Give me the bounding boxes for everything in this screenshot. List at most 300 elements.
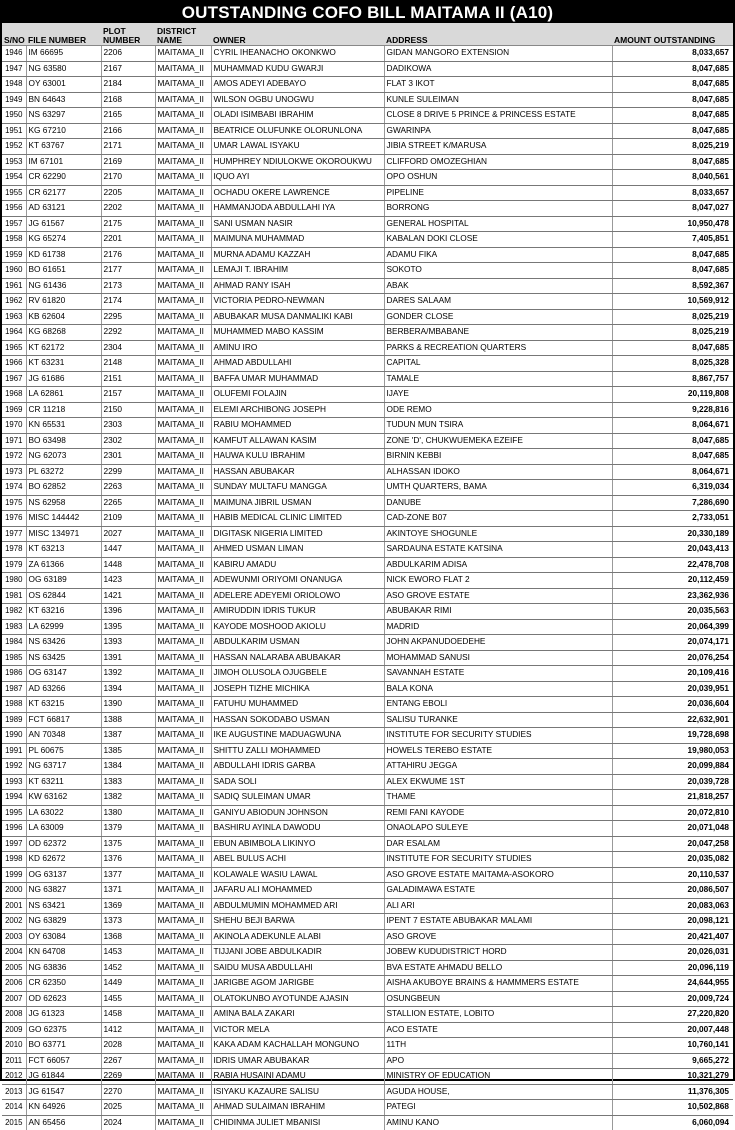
cell-file-number: JG 61547: [26, 1084, 101, 1100]
cell-owner: AKINOLA ADEKUNLE ALABI: [211, 929, 384, 945]
table-row: [2, 263, 733, 279]
cell-plot-number: 2299: [101, 464, 155, 480]
cell-address: BVA ESTATE AHMADU BELLO: [384, 960, 612, 976]
cell-address: BIRNIN KEBBI: [384, 449, 612, 465]
cell-plot-number: 2184: [101, 77, 155, 93]
cell-district: MAITAMA_II: [155, 433, 211, 449]
cell-file-number: ZA 61366: [26, 557, 101, 573]
cell-district: MAITAMA_II: [155, 681, 211, 697]
cell-plot-number: 2169: [101, 154, 155, 170]
table-row: [2, 123, 733, 139]
cell-address: BORRONG: [384, 201, 612, 217]
cell-plot-number: 1376: [101, 852, 155, 868]
cell-file-number: JG 61567: [26, 216, 101, 232]
cell-sno: 2010: [2, 1038, 26, 1054]
table-row: [2, 821, 733, 837]
cell-sno: 1958: [2, 232, 26, 248]
cell-address: ASO GROVE ESTATE MAITAMA-ASOKORO: [384, 867, 612, 883]
cell-address: 11TH: [384, 1038, 612, 1054]
cell-file-number: NS 62958: [26, 495, 101, 511]
cell-file-number: KT 63213: [26, 542, 101, 558]
cell-plot-number: 1371: [101, 883, 155, 899]
cell-address: HOWELS TEREBO ESTATE: [384, 743, 612, 759]
cell-owner: SUNDAY MULTAFU MANGGA: [211, 480, 384, 496]
table-row: [2, 356, 733, 372]
cell-plot-number: 1382: [101, 790, 155, 806]
cell-sno: 1993: [2, 774, 26, 790]
cell-sno: 1954: [2, 170, 26, 186]
cell-sno: 1973: [2, 464, 26, 480]
cell-plot-number: 1448: [101, 557, 155, 573]
cell-plot-number: 1421: [101, 588, 155, 604]
page-title: OUTSTANDING COFO BILL MAITAMA II (A10): [2, 2, 733, 23]
cell-address: ASO GROVE: [384, 929, 612, 945]
cell-sno: 1974: [2, 480, 26, 496]
cell-owner: AMIRUDDIN IDRIS TUKUR: [211, 604, 384, 620]
cell-owner: HAMMANJODA ABDULLAHI IYA: [211, 201, 384, 217]
table-row: [2, 573, 733, 589]
cell-address: DARES SALAAM: [384, 294, 612, 310]
cell-owner: VICTORIA PEDRO-NEWMAN: [211, 294, 384, 310]
cell-district: MAITAMA_II: [155, 92, 211, 108]
table-row: [2, 945, 733, 961]
cell-owner: CYRIL IHEANACHO OKONKWO: [211, 46, 384, 62]
cell-district: MAITAMA_II: [155, 588, 211, 604]
cell-district: MAITAMA_II: [155, 77, 211, 93]
cell-sno: 1978: [2, 542, 26, 558]
table-row: [2, 371, 733, 387]
cell-address: IJAYE: [384, 387, 612, 403]
cell-sno: 1984: [2, 635, 26, 651]
cell-district: MAITAMA_II: [155, 759, 211, 775]
cell-sno: 1994: [2, 790, 26, 806]
cell-district: MAITAMA_II: [155, 185, 211, 201]
cell-plot-number: 2168: [101, 92, 155, 108]
cell-file-number: KW 63162: [26, 790, 101, 806]
table-row: [2, 1069, 733, 1085]
cell-address: NICK EWORO FLAT 2: [384, 573, 612, 589]
cell-file-number: NG 61436: [26, 278, 101, 294]
cell-plot-number: 2151: [101, 371, 155, 387]
cell-plot-number: 2148: [101, 356, 155, 372]
cell-plot-number: 2270: [101, 1084, 155, 1100]
cell-owner: IKE AUGUSTINE MADUAGWUNA: [211, 728, 384, 744]
cell-file-number: JG 61686: [26, 371, 101, 387]
table-header-row: [2, 23, 733, 46]
cell-file-number: OS 62844: [26, 588, 101, 604]
cell-owner: HUMPHREY NDIULOKWE OKOROUKWU: [211, 154, 384, 170]
cell-plot-number: 2173: [101, 278, 155, 294]
cell-address: PIPELINE: [384, 185, 612, 201]
cell-district: MAITAMA_II: [155, 418, 211, 434]
table-row: [2, 1084, 733, 1100]
cell-sno: 1946: [2, 46, 26, 62]
cell-address: AMINU KANO: [384, 1115, 612, 1130]
cell-plot-number: 1412: [101, 1022, 155, 1038]
cell-sno: 1991: [2, 743, 26, 759]
table-row: [2, 1115, 733, 1130]
cell-amount: 2,733,051: [612, 511, 733, 527]
cell-owner: MUHAMMED MABO KASSIM: [211, 325, 384, 341]
cell-file-number: CR 62177: [26, 185, 101, 201]
cell-owner: VICTOR MELA: [211, 1022, 384, 1038]
cell-address: INSTITUTE FOR SECURITY STUDIES: [384, 728, 612, 744]
cell-owner: BAFFA UMAR MUHAMMAD: [211, 371, 384, 387]
cell-district: MAITAMA_II: [155, 712, 211, 728]
cell-owner: RABIU MOHAMMED: [211, 418, 384, 434]
cell-owner: FATUHU MUHAMMED: [211, 697, 384, 713]
cell-sno: 2009: [2, 1022, 26, 1038]
cell-sno: 1982: [2, 604, 26, 620]
cell-file-number: NG 63836: [26, 960, 101, 976]
cell-owner: AMINU IRO: [211, 340, 384, 356]
cell-address: AKINTOYE SHOGUNLE: [384, 526, 612, 542]
cell-plot-number: 1452: [101, 960, 155, 976]
cell-file-number: PL 60675: [26, 743, 101, 759]
cell-district: MAITAMA_II: [155, 216, 211, 232]
cell-amount: 8,033,657: [612, 185, 733, 201]
cell-address: GALADIMAWA ESTATE: [384, 883, 612, 899]
table-row: [2, 232, 733, 248]
cell-amount: 8,047,685: [612, 108, 733, 124]
cell-amount: 20,096,119: [612, 960, 733, 976]
cell-file-number: AN 70348: [26, 728, 101, 744]
cell-district: MAITAMA_II: [155, 325, 211, 341]
cell-district: MAITAMA_II: [155, 464, 211, 480]
cell-file-number: NG 63829: [26, 914, 101, 930]
cell-sno: 2000: [2, 883, 26, 899]
cell-owner: AHMAD SULAIMAN IBRAHIM: [211, 1100, 384, 1116]
cell-owner: KOLAWALE WASIU LAWAL: [211, 867, 384, 883]
table-row: [2, 108, 733, 124]
cell-amount: 8,047,685: [612, 433, 733, 449]
table-row: [2, 495, 733, 511]
cell-plot-number: 2269: [101, 1069, 155, 1085]
cell-district: MAITAMA_II: [155, 511, 211, 527]
table-row: [2, 61, 733, 77]
cell-amount: 8,025,219: [612, 325, 733, 341]
cell-plot-number: 2177: [101, 263, 155, 279]
cell-owner: OLATOKUNBO AYOTUNDE AJASIN: [211, 991, 384, 1007]
cell-owner: OLADI ISIMBABI IBRAHIM: [211, 108, 384, 124]
cell-sno: 1996: [2, 821, 26, 837]
table-row: [2, 790, 733, 806]
cell-owner: ABUBAKAR MUSA DANMALIKI KABI: [211, 309, 384, 325]
cell-amount: 8,047,027: [612, 201, 733, 217]
cell-file-number: KD 61738: [26, 247, 101, 263]
cell-address: CAD-ZONE B07: [384, 511, 612, 527]
cell-sno: 1959: [2, 247, 26, 263]
cell-owner: SHITTU ZALLI MOHAMMED: [211, 743, 384, 759]
table-row: [2, 728, 733, 744]
cell-address: MOHAMMAD SANUSI: [384, 650, 612, 666]
cell-district: MAITAMA_II: [155, 170, 211, 186]
table-row: [2, 511, 733, 527]
table-row: [2, 247, 733, 263]
cell-address: OSUNGBEUN: [384, 991, 612, 1007]
cell-address: BALA KONA: [384, 681, 612, 697]
cell-owner: AHMED USMAN LIMAN: [211, 542, 384, 558]
cell-address: SOKOTO: [384, 263, 612, 279]
cell-owner: ABDULKARIM USMAN: [211, 635, 384, 651]
cell-address: APO: [384, 1053, 612, 1069]
cell-district: MAITAMA_II: [155, 526, 211, 542]
cell-sno: 1969: [2, 402, 26, 418]
table-row: [2, 185, 733, 201]
cell-file-number: AN 65456: [26, 1115, 101, 1130]
cell-plot-number: 2206: [101, 46, 155, 62]
cell-district: MAITAMA_II: [155, 1022, 211, 1038]
table-row: [2, 805, 733, 821]
cell-district: MAITAMA_II: [155, 929, 211, 945]
cell-amount: 20,086,507: [612, 883, 733, 899]
cell-amount: 20,330,189: [612, 526, 733, 542]
cell-address: DAR ESALAM: [384, 836, 612, 852]
cell-address: CAPITAL: [384, 356, 612, 372]
table-row: [2, 1022, 733, 1038]
cell-district: MAITAMA_II: [155, 557, 211, 573]
cell-file-number: OG 63137: [26, 867, 101, 883]
cell-address: ATTAHIRU JEGGA: [384, 759, 612, 775]
cell-plot-number: 2205: [101, 185, 155, 201]
cell-address: BERBERA/MBABANE: [384, 325, 612, 341]
cell-address: GIDAN MANGORO EXTENSION: [384, 46, 612, 62]
cell-owner: HASSAN ABUBAKAR: [211, 464, 384, 480]
cell-plot-number: 1423: [101, 573, 155, 589]
cell-amount: 20,071,048: [612, 821, 733, 837]
cell-amount: 11,376,305: [612, 1084, 733, 1100]
cell-owner: AMOS ADEYI ADEBAYO: [211, 77, 384, 93]
cell-plot-number: 1384: [101, 759, 155, 775]
cell-owner: ISIYAKU KAZAURE SALISU: [211, 1084, 384, 1100]
cell-plot-number: 2263: [101, 480, 155, 496]
cell-sno: 1983: [2, 619, 26, 635]
table-row: [2, 681, 733, 697]
cell-amount: 8,064,671: [612, 418, 733, 434]
cell-file-number: IM 66695: [26, 46, 101, 62]
cell-district: MAITAMA_II: [155, 46, 211, 62]
cell-amount: 8,025,219: [612, 309, 733, 325]
cell-owner: SANI USMAN NASIR: [211, 216, 384, 232]
table-row: [2, 278, 733, 294]
cell-sno: 1998: [2, 852, 26, 868]
table-row: [2, 340, 733, 356]
cell-file-number: OD 62623: [26, 991, 101, 1007]
cell-sno: 1975: [2, 495, 26, 511]
cell-file-number: BO 63498: [26, 433, 101, 449]
cell-amount: 20,036,604: [612, 697, 733, 713]
cell-address: REMI FANI KAYODE: [384, 805, 612, 821]
cell-file-number: OD 62372: [26, 836, 101, 852]
cell-plot-number: 2170: [101, 170, 155, 186]
cell-plot-number: 2295: [101, 309, 155, 325]
cell-file-number: LA 63009: [26, 821, 101, 837]
cell-amount: 10,321,279: [612, 1069, 733, 1085]
cell-amount: 10,502,868: [612, 1100, 733, 1116]
cell-plot-number: 1396: [101, 604, 155, 620]
cell-amount: 19,728,698: [612, 728, 733, 744]
cell-sno: 1987: [2, 681, 26, 697]
cell-amount: 20,043,413: [612, 542, 733, 558]
cell-sno: 1950: [2, 108, 26, 124]
cell-district: MAITAMA_II: [155, 61, 211, 77]
cell-plot-number: 2175: [101, 216, 155, 232]
cell-owner: TIJJANI JOBE ABDULKADIR: [211, 945, 384, 961]
cell-district: MAITAMA_II: [155, 201, 211, 217]
cell-sno: 1992: [2, 759, 26, 775]
cell-plot-number: 2265: [101, 495, 155, 511]
cell-address: ENTANG EBOLI: [384, 697, 612, 713]
cell-address: OPO OSHUN: [384, 170, 612, 186]
cell-district: MAITAMA_II: [155, 635, 211, 651]
cell-file-number: NG 63580: [26, 61, 101, 77]
cell-owner: BASHIRU AYINLA DAWODU: [211, 821, 384, 837]
cell-amount: 20,083,063: [612, 898, 733, 914]
cell-file-number: MISC 144442: [26, 511, 101, 527]
cell-file-number: LA 62999: [26, 619, 101, 635]
table-row: [2, 1007, 733, 1023]
cell-address: ASO GROVE ESTATE: [384, 588, 612, 604]
cell-amount: 24,644,955: [612, 976, 733, 992]
cell-plot-number: 2201: [101, 232, 155, 248]
cell-plot-number: 2166: [101, 123, 155, 139]
cell-district: MAITAMA_II: [155, 821, 211, 837]
cell-plot-number: 2167: [101, 61, 155, 77]
cell-district: MAITAMA_II: [155, 278, 211, 294]
cell-sno: 1977: [2, 526, 26, 542]
cell-district: MAITAMA_II: [155, 154, 211, 170]
cell-district: MAITAMA_II: [155, 743, 211, 759]
cell-plot-number: 1388: [101, 712, 155, 728]
cell-amount: 20,007,448: [612, 1022, 733, 1038]
cell-district: MAITAMA_II: [155, 1084, 211, 1100]
cell-file-number: KN 64708: [26, 945, 101, 961]
cell-amount: 8,064,671: [612, 464, 733, 480]
cell-address: FLAT 3 IKOT: [384, 77, 612, 93]
cell-owner: UMAR LAWAL ISYAKU: [211, 139, 384, 155]
cell-owner: MAIMUNA MUHAMMAD: [211, 232, 384, 248]
cell-plot-number: 2202: [101, 201, 155, 217]
cell-address: INSTITUTE FOR SECURITY STUDIES: [384, 852, 612, 868]
cell-sno: 1964: [2, 325, 26, 341]
cell-sno: 1966: [2, 356, 26, 372]
cell-address: PARKS & RECREATION QUARTERS: [384, 340, 612, 356]
cell-plot-number: 1383: [101, 774, 155, 790]
cell-address: ALHASSAN IDOKO: [384, 464, 612, 480]
cell-sno: 1956: [2, 201, 26, 217]
cell-sno: 2006: [2, 976, 26, 992]
cell-file-number: NG 63717: [26, 759, 101, 775]
cell-sno: 1968: [2, 387, 26, 403]
cell-owner: HASSAN NALARABA ABUBAKAR: [211, 650, 384, 666]
cell-file-number: OG 63189: [26, 573, 101, 589]
cell-sno: 1947: [2, 61, 26, 77]
table-row: [2, 92, 733, 108]
cell-district: MAITAMA_II: [155, 139, 211, 155]
table-row: [2, 201, 733, 217]
cell-owner: WILSON OGBU UNOGWU: [211, 92, 384, 108]
cell-amount: 27,220,820: [612, 1007, 733, 1023]
cell-plot-number: 1392: [101, 666, 155, 682]
cell-plot-number: 1394: [101, 681, 155, 697]
cell-owner: SADIQ SULEIMAN UMAR: [211, 790, 384, 806]
cell-plot-number: 2174: [101, 294, 155, 310]
cell-address: TAMALE: [384, 371, 612, 387]
cell-sno: 2012: [2, 1069, 26, 1085]
cell-address: MADRID: [384, 619, 612, 635]
cell-plot-number: 1395: [101, 619, 155, 635]
table-row: [2, 77, 733, 93]
cell-owner: IQUO AYI: [211, 170, 384, 186]
cell-plot-number: 2171: [101, 139, 155, 155]
cell-plot-number: 1387: [101, 728, 155, 744]
cell-amount: 21,818,257: [612, 790, 733, 806]
cell-amount: 6,060,094: [692, 1116, 729, 1127]
table-row: [2, 542, 733, 558]
cell-address: PATEGI: [384, 1100, 612, 1116]
cell-owner: HABIB MEDICAL CLINIC LIMITED: [211, 511, 384, 527]
cell-amount: 9,228,816: [612, 402, 733, 418]
cell-file-number: KT 63216: [26, 604, 101, 620]
cell-address: CLIFFORD OMOZEGHIAN: [384, 154, 612, 170]
table-row: [2, 852, 733, 868]
cell-file-number: LA 63022: [26, 805, 101, 821]
table-row: [2, 759, 733, 775]
cell-plot-number: 1373: [101, 914, 155, 930]
cell-file-number: RV 61820: [26, 294, 101, 310]
cell-owner: KAKA ADAM KACHALLAH MONGUNO: [211, 1038, 384, 1054]
cell-district: MAITAMA_II: [155, 247, 211, 263]
cell-sno: 2005: [2, 960, 26, 976]
cell-amount: 20,026,031: [612, 945, 733, 961]
cell-file-number: PL 63272: [26, 464, 101, 480]
cell-district: MAITAMA_II: [155, 108, 211, 124]
cell-file-number: FCT 66057: [26, 1053, 101, 1069]
header-plot-number: PLOT NUMBER: [101, 23, 155, 46]
cell-district: MAITAMA_II: [155, 371, 211, 387]
cell-file-number: KG 68268: [26, 325, 101, 341]
cell-address: GENERAL HOSPITAL: [384, 216, 612, 232]
cell-district: MAITAMA_II: [155, 604, 211, 620]
header-district-name: DISTRICT NAME: [155, 23, 211, 46]
cell-plot-number: 1458: [101, 1007, 155, 1023]
cell-file-number: MISC 134971: [26, 526, 101, 542]
cell-amount: 20,035,563: [612, 604, 733, 620]
cell-district: MAITAMA_II: [155, 542, 211, 558]
cell-district: MAITAMA_II: [155, 914, 211, 930]
header-owner: OWNER: [211, 23, 384, 46]
cell-address: GONDER CLOSE: [384, 309, 612, 325]
cell-sno: 2001: [2, 898, 26, 914]
table-row: [2, 170, 733, 186]
cell-amount: 8,867,757: [612, 371, 733, 387]
cell-district: MAITAMA_II: [155, 480, 211, 496]
cell-plot-number: 1368: [101, 929, 155, 945]
cell-sno: 2004: [2, 945, 26, 961]
cell-owner: KAYODE MOSHOOD AKIOLU: [211, 619, 384, 635]
cell-owner: LEMAJI T. IBRAHIM: [211, 263, 384, 279]
table-row: [2, 325, 733, 341]
cell-sno: 2011: [2, 1053, 26, 1069]
cell-district: MAITAMA_II: [155, 449, 211, 465]
table-row: [2, 46, 733, 62]
cell-file-number: BN 64643: [26, 92, 101, 108]
cell-amount: 19,980,053: [612, 743, 733, 759]
cell-file-number: BO 63771: [26, 1038, 101, 1054]
table-row: [2, 914, 733, 930]
cell-district: MAITAMA_II: [155, 573, 211, 589]
cell-plot-number: 2157: [101, 387, 155, 403]
